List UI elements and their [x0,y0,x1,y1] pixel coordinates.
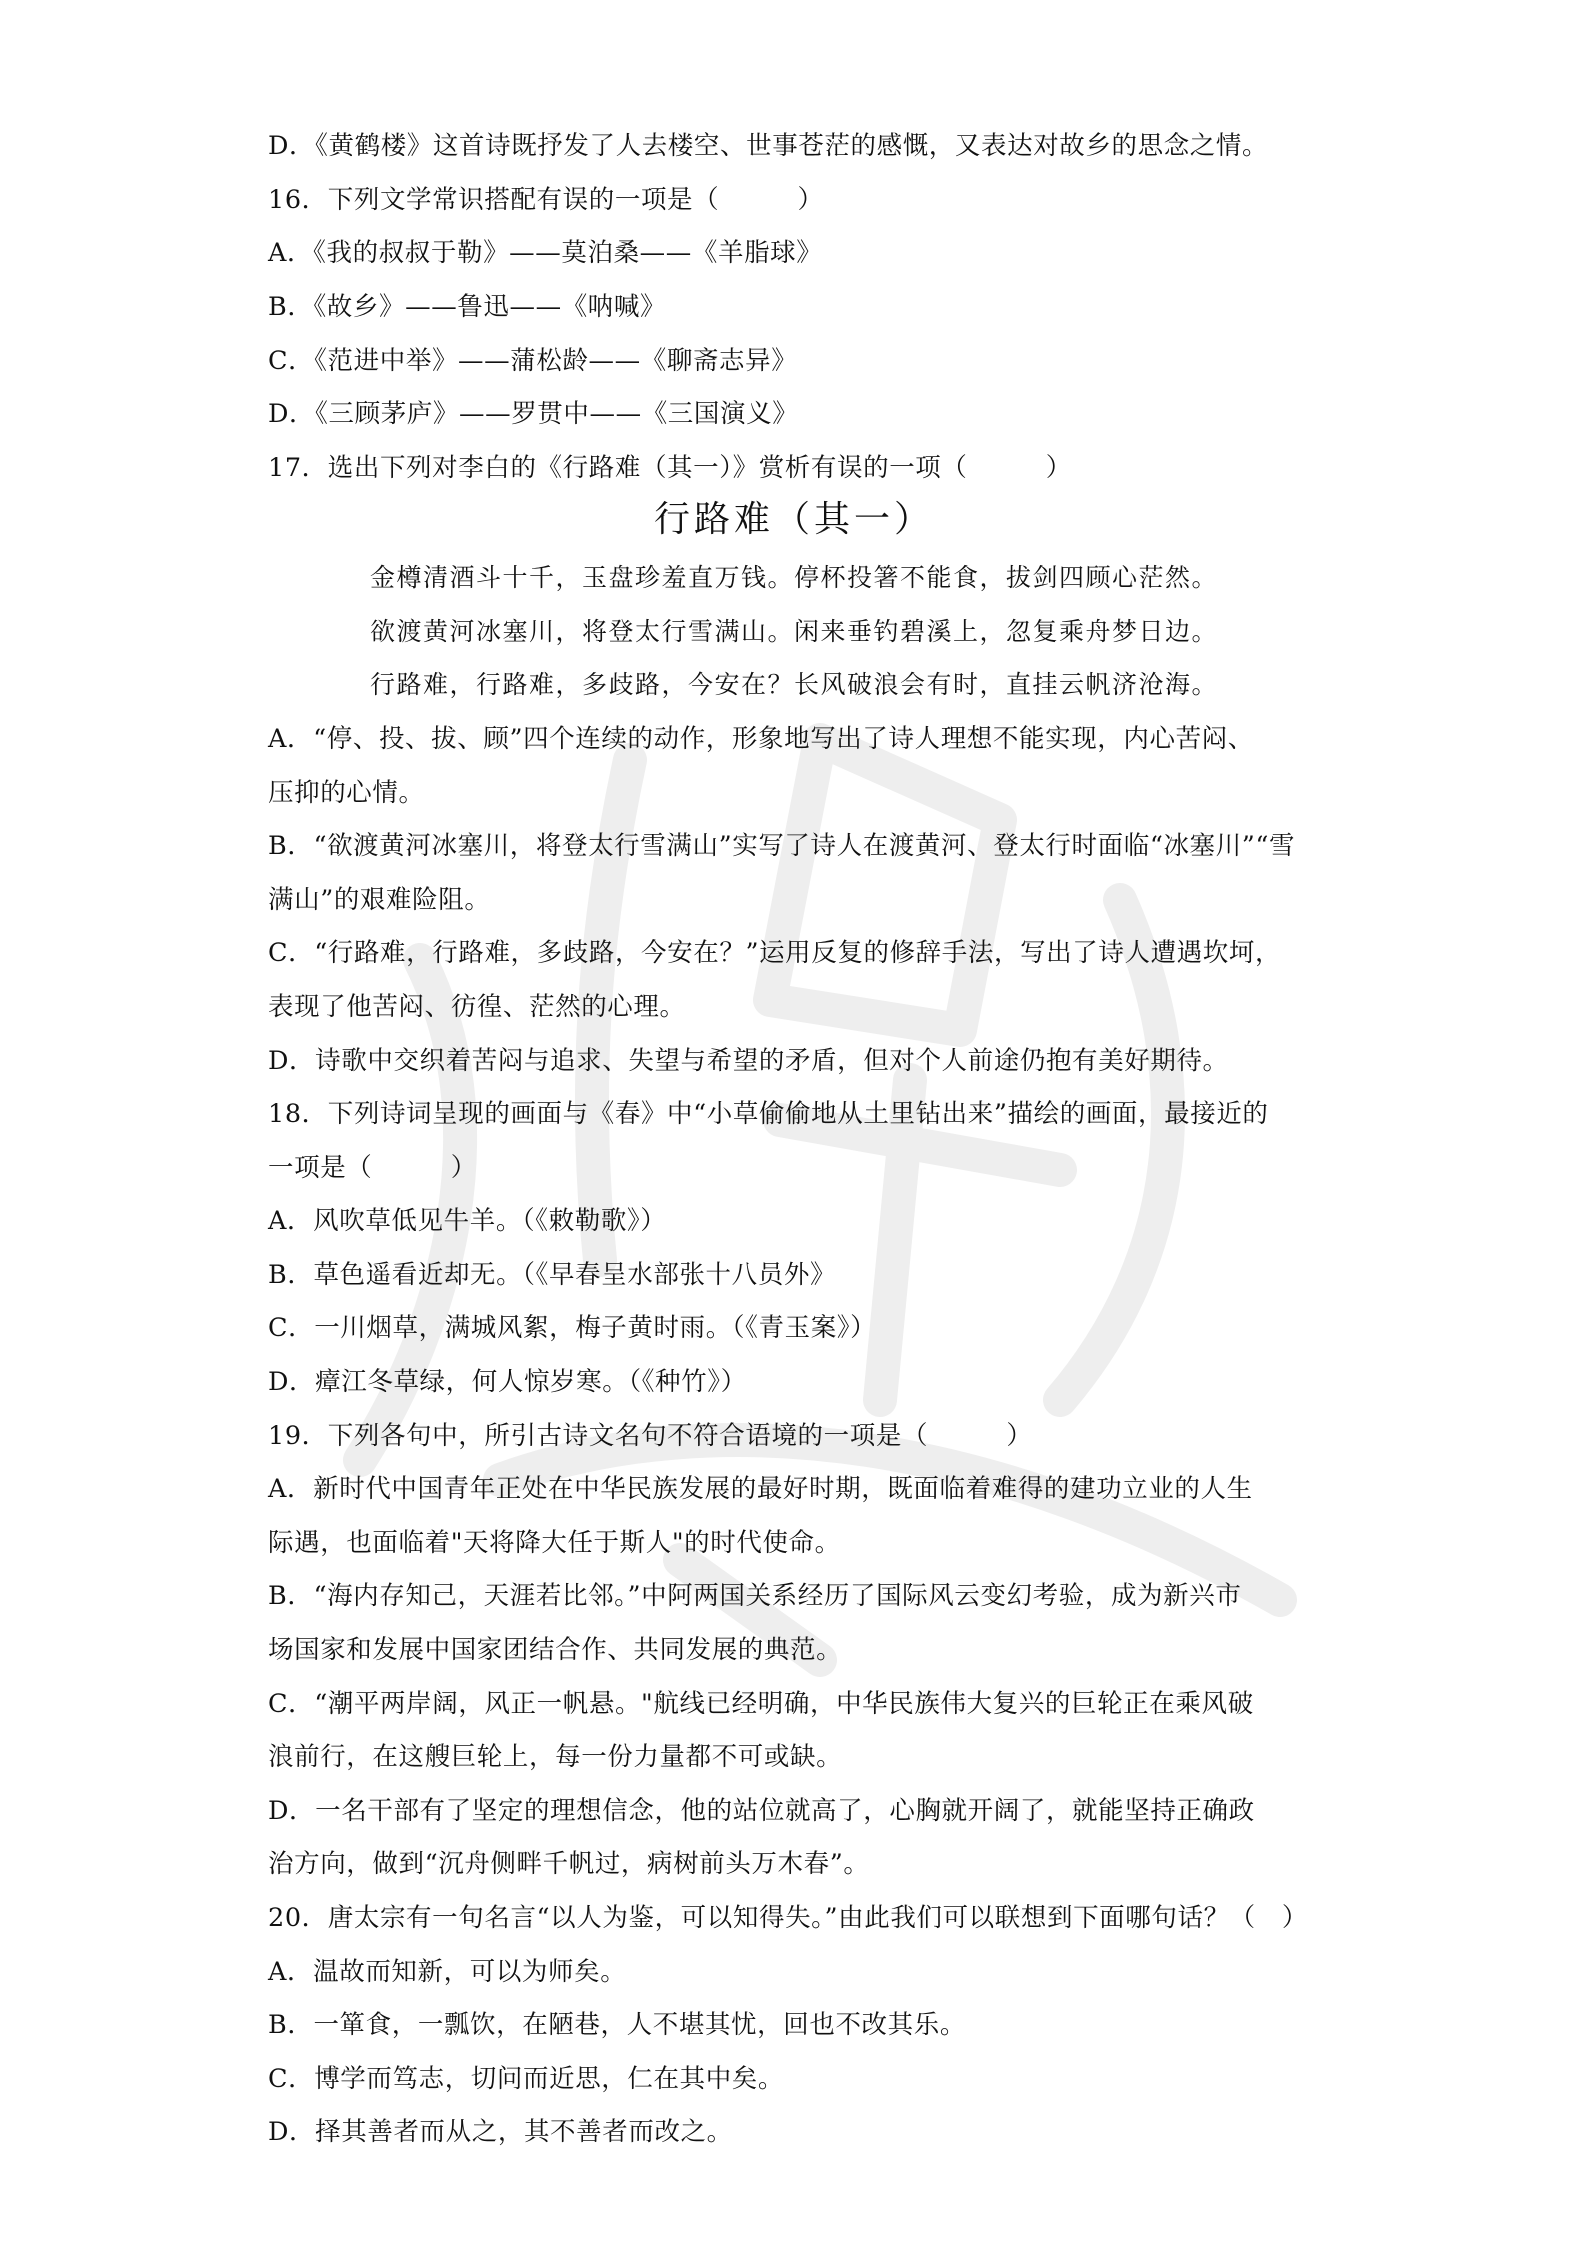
question-18-stem: 18．下列诗词呈现的画面与《春》中“小草偷偷地从土里钻出来”描绘的画面，最接近的 [268,1099,1269,1129]
text-line: 满山”的艰难险阻。 [268,885,491,915]
question-16-option-d: D．《三顾茅庐》——罗贯中——《三国演义》 [268,399,799,429]
question-20-option-c: C．博学而笃志，切问而近思，仁在其中矣。 [268,2064,785,2094]
text-line: 压抑的心情。 [268,778,425,808]
question-20-option-a: A．温故而知新，可以为师矣。 [268,1957,627,1987]
question-18-option-b: B．草色遥看近却无。（《早春呈水部张十八员外》 [268,1260,837,1290]
question-20-option-b: B．一箪食，一瓢饮，在陋巷，人不堪其忧，回也不改其乐。 [268,2010,966,2040]
question-18-option-d: D．瘴江冬草绿，何人惊岁寒。（《种竹》） [268,1367,747,1397]
question-17-option-b: B．“欲渡黄河冰塞川，将登太行雪满山”实写了诗人在渡黄河、登太行时面临“冰塞川”“雪 [268,831,1296,861]
question-17-option-c: C．“行路难，行路难，多歧路，今安在？”运用反复的修辞手法，写出了诗人遭遇坎坷， [268,938,1282,968]
poem-title: 行路难（其一） [653,499,934,540]
question-17-option-a: A．“停、投、拔、顾”四个连续的动作，形象地写出了诗人理想不能实现，内心苦闷、 [268,724,1254,754]
question-17-option-d: D．诗歌中交织着苦闷与追求、失望与希望的矛盾，但对个人前途仍抱有美好期待。 [268,1046,1229,1076]
question-17-stem: 17．选出下列对李白的《行路难（其一）》赏析有误的一项（ ） [268,453,1072,483]
text-line: 际遇，也面临着"天将降大任于斯人"的时代使命。 [268,1528,841,1558]
question-16-option-b: B．《故乡》——鲁迅——《呐喊》 [268,292,667,322]
question-18-option-c: C．一川烟草，满城风絮，梅子黄时雨。（《青玉案》） [268,1313,877,1343]
question-19-option-c: C．“潮平两岸阔，风正一帆悬。"航线已经明确，中华民族伟大复兴的巨轮正在乘风破 [268,1689,1254,1719]
text-line: 场国家和发展中国家团结合作、共同发展的典范。 [268,1635,843,1665]
question-19-option-d: D．一名干部有了坚定的理想信念，他的站位就高了，心胸就开阔了，就能坚持正确政 [268,1796,1255,1826]
question-16-option-a: A．《我的叔叔于勒》——莫泊桑——《羊脂球》 [268,238,823,268]
question-20-stem: 20．唐太宗有一句名言“以人为鉴，可以知得失。”由此我们可以联想到下面哪句话？（ ） [268,1903,1308,1933]
question-18-option-a: A．风吹草低见牛羊。（《敕勒歌》） [268,1206,667,1236]
question-16-option-c: C．《范进中举》——蒲松龄——《聊斋志异》 [268,346,798,376]
question-20-option-d: D．择其善者而从之，其不善者而改之。 [268,2117,733,2147]
poem-line: 金樽清酒斗十千，玉盘珍羞直万钱。停杯投箸不能食，拔剑四顾心茫然。 [369,563,1218,592]
question-19-stem: 19．下列各句中，所引古诗文名句不符合语境的一项是（ ） [268,1421,1033,1451]
question-19-option-a: A．新时代中国青年正处在中华民族发展的最好时期，既面临着难得的建功立业的人生 [268,1474,1253,1504]
text-line: 治方向，做到“沉舟侧畔千帆过，病树前头万木春”。 [268,1849,870,1879]
text-line: D．《黄鹤楼》这首诗既抒发了人去楼空、世事苍茫的感慨，又表达对故乡的思念之情。 [268,131,1269,161]
question-16-stem: 16．下列文学常识搭配有误的一项是（ ） [268,185,824,215]
text-line: 浪前行，在这艘巨轮上，每一份力量都不可或缺。 [268,1742,843,1772]
poem-line: 行路难，行路难，多歧路，今安在？长风破浪会有时，直挂云帆济沧海。 [369,670,1218,699]
text-line: 一项是（ ） [268,1153,477,1183]
question-19-option-b: B．“海内存知己，天涯若比邻。”中阿两国关系经历了国际风云变幻考验，成为新兴市 [268,1581,1242,1611]
text-line: 表现了他苦闷、彷徨、茫然的心理。 [268,992,686,1022]
poem-line: 欲渡黄河冰塞川，将登太行雪满山。闲来垂钓碧溪上，忽复乘舟梦日边。 [369,617,1218,646]
